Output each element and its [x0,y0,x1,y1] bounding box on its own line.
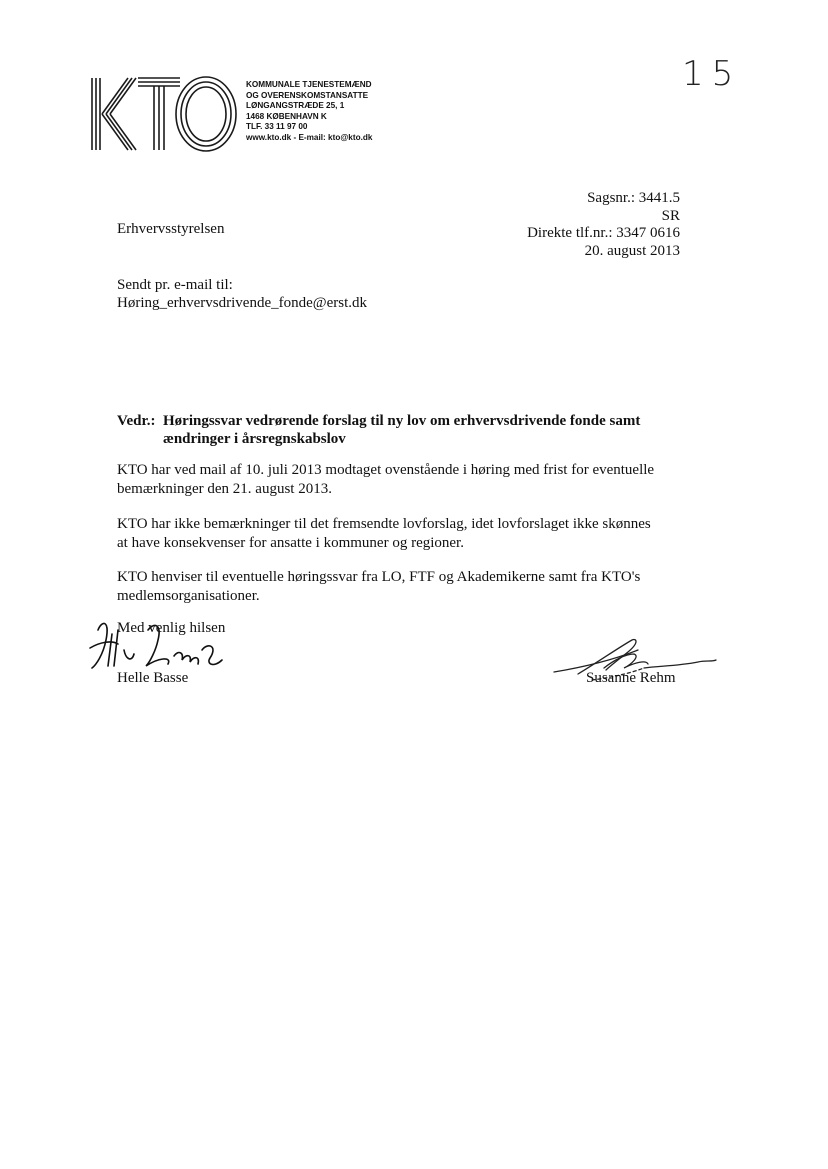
org-name-line2: OG OVERENSKOMSTANSATTE [246,90,369,100]
org-address: LØNGANGSTRÆDE 25, 1 [246,101,345,111]
signature-helle-basse [88,610,238,672]
sent-label: Sendt pr. e-mail til: [117,277,233,293]
org-phone: TLF. 33 11 97 00 [246,122,308,132]
direct-phone: Direkte tlf.nr.: 3347 0616 [527,225,680,241]
letter-meta [527,190,680,260]
paragraph-1-line2: bemærkninger den 21. august 2013. [117,480,332,497]
initials: SR [661,207,680,224]
signer-right-name: Susanne Rehm [586,670,676,686]
letter-date: 20. august 2013 [584,242,680,259]
closing: Med venlig hilsen [117,620,226,636]
subject-line2: ændringer i årsregnskabslov [163,431,346,447]
organization-info [246,80,372,144]
org-city: 1468 KØBENHAVN K [246,111,327,121]
paragraph-2 [117,515,707,552]
paragraph-2-line2: at have konsekvenser for ansatte i kommuner og regioner. [117,534,464,551]
page-number: 15 [682,54,742,94]
paragraph-2-line1: KTO har ikke bemærkninger til det fremsendte lovforslag, idet lovforslaget ikke skønnes [117,516,651,532]
sent-email: Høring_erhvervsdrivende_fonde@erst.dk [117,295,367,311]
sent-to [117,276,367,312]
kto-logo [88,70,240,154]
recipient: Erhvervsstyrelsen [117,221,225,237]
org-web-email: www.kto.dk - E-mail: kto@kto.dk [246,132,373,142]
subject [117,412,717,448]
paragraph-3-line1: KTO henviser til eventuelle høringssvar fra LO, FTF og Akademikerne samt fra KTO's [117,569,641,585]
subject-label: Vedr.: [117,413,156,429]
signer-left-name: Helle Basse [117,670,189,686]
paragraph-1-line1: KTO har ved mail af 10. juli 2013 modtaget ovenstående i høring med frist for eventuelle [117,462,655,478]
case-number: Sagsnr.: 3441.5 [587,190,680,206]
subject-line1: Høringssvar vedrørende forslag til ny lov om erhvervsdrivende fonde samt [163,413,641,429]
org-name-line1: KOMMUNALE TJENESTEMÆND [246,80,372,89]
paragraph-1 [117,461,707,498]
paragraph-3-line2: medlemsorganisationer. [117,587,260,604]
paragraph-3 [117,568,707,605]
